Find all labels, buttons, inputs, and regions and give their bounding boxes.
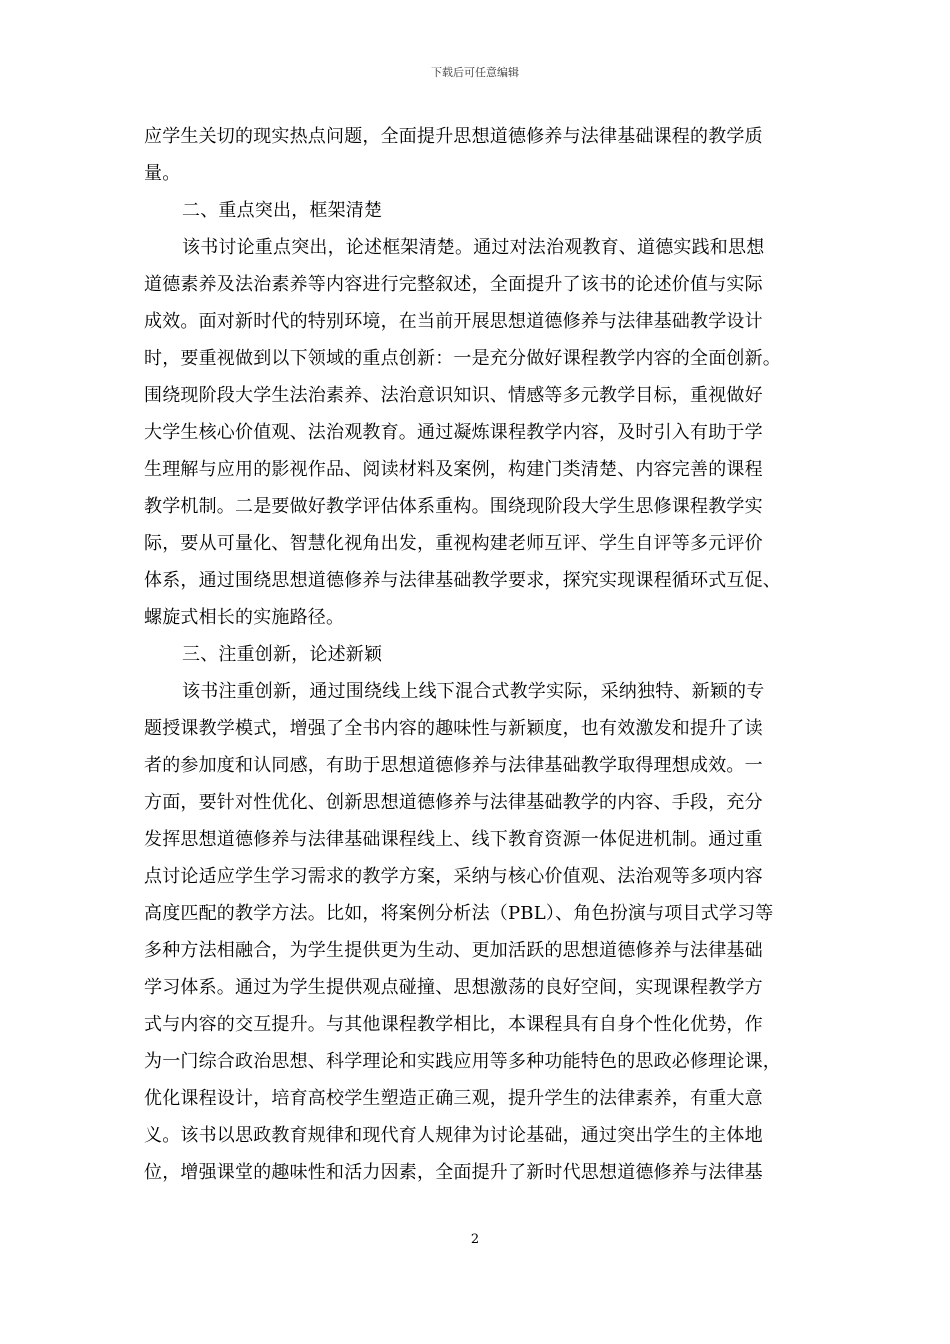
text-line: 方面，要针对性优化、创新思想道德修养与法律基础教学的内容、手段，充分 [144, 792, 763, 813]
text-line: 道德素养及法治素养等内容进行完整叙述，全面提升了该书的论述价值与实际 [144, 274, 763, 295]
text-line: 义。该书以思政教育规律和现代育人规律为讨论基础，通过突出学生的主体地 [144, 1125, 763, 1146]
text-line: 应学生关切的现实热点问题，全面提升思想道德修养与法律基础课程的教学质 [144, 126, 763, 147]
text-line: 优化课程设计，培育高校学生塑造正确三观，提升学生的法律素养，有重大意 [144, 1088, 763, 1109]
text-line: 教学机制。二是要做好教学评估体系重构。围绕现阶段大学生思修课程教学实 [144, 496, 763, 517]
text-line: 大学生核心价值观、法治观教育。通过凝炼课程教学内容，及时引入有助于学 [144, 422, 763, 443]
section-heading: 三、注重创新，论述新颖 [182, 644, 383, 665]
text-line: 学习体系。通过为学生提供观点碰撞、思想激荡的良好空间，实现课程教学方 [144, 977, 763, 998]
text-line: 题授课教学模式，增强了全书内容的趣味性与新颖度，也有效激发和提升了读 [144, 718, 763, 739]
section-heading: 二、重点突出，框架清楚 [182, 200, 383, 221]
text-line: 际，要从可量化、智慧化视角出发，重视构建老师互评、学生自评等多元评价 [144, 533, 763, 554]
text-line: 时，要重视做到以下领域的重点创新：一是充分做好课程教学内容的全面创新。 [144, 348, 781, 369]
text-line: 围绕现阶段大学生法治素养、法治意识知识、情感等多元教学目标，重视做好 [144, 385, 763, 406]
page-header: 下载后可任意编辑 [431, 66, 519, 79]
text-line: 为一门综合政治思想、科学理论和实践应用等多种功能特色的思政必修理论课， [144, 1051, 781, 1072]
text-line: 高度匹配的教学方法。比如，将案例分析法（PBL）、角色扮演与项目式学习等 [144, 903, 774, 924]
text-line: 生理解与应用的影视作品、阅读材料及案例，构建门类清楚、内容完善的课程 [144, 459, 763, 480]
text-line: 者的参加度和认同感，有助于思想道德修养与法律基础教学取得理想成效。一 [144, 755, 763, 776]
text-line: 螺旋式相长的实施路径。 [144, 607, 345, 628]
text-line: 该书讨论重点突出，论述框架清楚。通过对法治观教育、道德实践和思想 [182, 237, 765, 258]
text-line: 式与内容的交互提升。与其他课程教学相比，本课程具有自身个性化优势，作 [144, 1014, 763, 1035]
text-line: 发挥思想道德修养与法律基础课程线上、线下教育资源一体促进机制。通过重 [144, 829, 763, 850]
text-line: 成效。面对新时代的特别环境，在当前开展思想道德修养与法律基础教学设计 [144, 311, 763, 332]
text-line: 该书注重创新，通过围绕线上线下混合式教学实际，采纳独特、新颖的专 [182, 681, 765, 702]
text-line: 量。 [144, 163, 181, 184]
text-line: 位，增强课堂的趣味性和活力因素，全面提升了新时代思想道德修养与法律基 [144, 1162, 763, 1183]
document-body [144, 118, 812, 1191]
text-line: 多种方法相融合，为学生提供更为生动、更加活跃的思想道德修养与法律基础 [144, 940, 763, 961]
text-line: 体系，通过围绕思想道德修养与法律基础教学要求，探究实现课程循环式互促、 [144, 570, 781, 591]
text-line: 点讨论适应学生学习需求的教学方案，采纳与核心价值观、法治观等多项内容 [144, 866, 763, 887]
page-number: 2 [470, 1232, 480, 1247]
